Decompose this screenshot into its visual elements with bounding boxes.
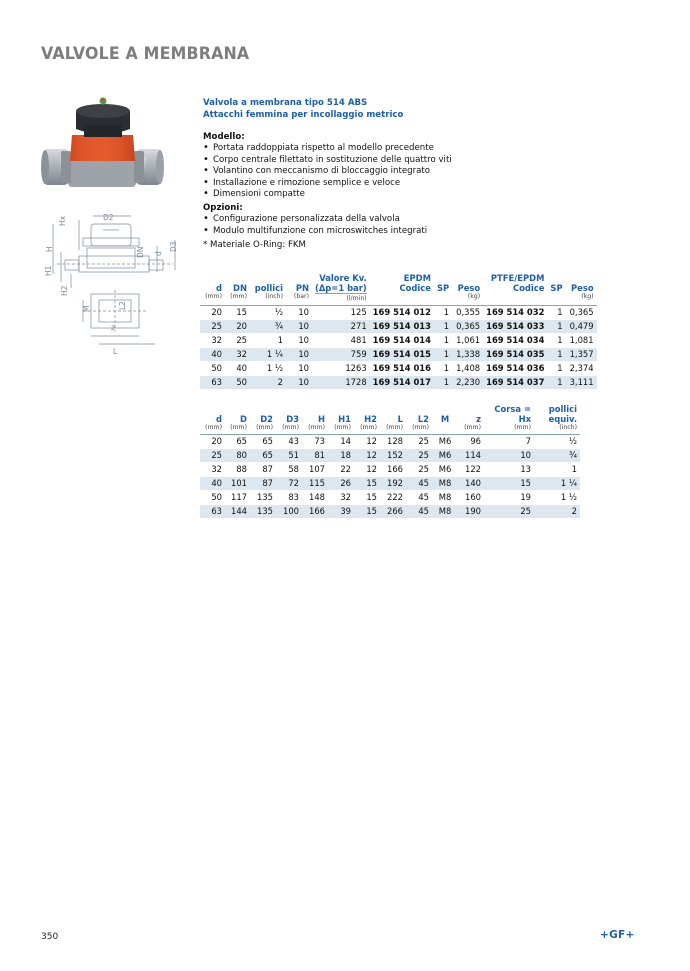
page-number: 350 (41, 932, 59, 942)
drawing-label-l2: L2 (118, 301, 127, 310)
table-cell: 10 (286, 306, 312, 320)
unit-cell: (mm) (230, 293, 247, 300)
table-cell: 80 (225, 449, 250, 463)
table-cell: 1 ½ (250, 362, 286, 376)
table-cell: 115 (302, 477, 328, 491)
col-header-ptfe: PTFE/EPDM Codice (490, 273, 545, 293)
table-units-row (200, 424, 580, 435)
table-cell: M8 (432, 505, 458, 519)
drawing-label-m: M (82, 305, 91, 312)
col-header-d: d (216, 283, 222, 293)
unit-cell: (mm) (308, 424, 325, 431)
table-cell: 50 (225, 376, 250, 390)
table-cell: 96 (458, 435, 484, 449)
table-cell: 12 (354, 463, 380, 477)
col-header-big-d: D (240, 414, 247, 424)
drawing-label-d2: D2 (103, 213, 114, 222)
table-cell: 13 (484, 463, 534, 477)
table-cell: 65 (250, 435, 276, 449)
table-cell: 1 (434, 362, 452, 376)
table-cell: 45 (406, 477, 432, 491)
table-cell: 25 (406, 449, 432, 463)
table-cell: 166 (380, 463, 406, 477)
table-cell: 101 (225, 477, 250, 491)
table-cell: 3,111 (566, 376, 597, 390)
table-cell: 25 (406, 435, 432, 449)
drawing-label-d: d (154, 251, 163, 256)
table-cell: 65 (250, 449, 276, 463)
drawing-label-l: L (113, 347, 118, 356)
table-cell: 169 514 017 (370, 376, 434, 390)
table-cell: 87 (250, 463, 276, 477)
table-cell: 50 (200, 491, 225, 505)
table-row (200, 306, 597, 320)
drawing-label-h: H (45, 246, 54, 252)
table-cell: 65 (225, 435, 250, 449)
table-cell: 32 (328, 491, 354, 505)
table-cell: 1 (547, 334, 565, 348)
table-cell: 18 (328, 449, 354, 463)
table-units-row (200, 293, 597, 306)
drawing-label-dn: DN (136, 246, 145, 258)
col-header-corsa: Corsa = Hx (494, 404, 531, 424)
unit-cell: (mm) (514, 424, 531, 431)
table-cell: 58 (276, 463, 302, 477)
col-header-z: z (476, 414, 481, 424)
table-cell: 63 (200, 505, 225, 519)
col-header-d2: D2 (260, 414, 273, 424)
material-note: * Materiale O-Ring: FKM (203, 240, 306, 251)
table-cell: 169 514 036 (483, 362, 547, 376)
modello-heading: Modello: (203, 132, 245, 142)
col-header-h1: H1 (338, 414, 351, 424)
table-cell: 51 (276, 449, 302, 463)
dimensions-table (200, 404, 580, 519)
table-cell: 222 (380, 491, 406, 505)
table-cell: 169 514 016 (370, 362, 434, 376)
col-header-l2: L2 (417, 414, 429, 424)
list-item: • Installazione e rimozione semplice e veloce (203, 178, 603, 190)
table-cell: 1,081 (566, 334, 597, 348)
table-cell: 169 514 013 (370, 320, 434, 334)
table-cell: 117 (225, 491, 250, 505)
table-cell: M8 (432, 491, 458, 505)
table-cell: 266 (380, 505, 406, 519)
table-cell: 140 (458, 477, 484, 491)
table-cell: 107 (302, 463, 328, 477)
table-cell: 20 (225, 320, 250, 334)
unit-cell (434, 293, 452, 306)
table-cell: 39 (328, 505, 354, 519)
table-cell: 166 (302, 505, 328, 519)
table-cell: 1 ½ (534, 491, 580, 505)
table-row (200, 376, 597, 390)
table-cell: 73 (302, 435, 328, 449)
table-cell: 1 (434, 306, 452, 320)
table-cell: 81 (302, 449, 328, 463)
table-row (200, 449, 580, 463)
table-cell: 135 (250, 505, 276, 519)
table-cell: 100 (276, 505, 302, 519)
table-cell: ¾ (250, 320, 286, 334)
table-cell: 12 (354, 449, 380, 463)
table-cell: 169 514 034 (483, 334, 547, 348)
drawing-label-z: z (111, 323, 115, 332)
product-subtitle: Attacchi femmina per incollaggio metrico (203, 110, 404, 120)
table-cell: 15 (354, 491, 380, 505)
table-cell: 10 (286, 320, 312, 334)
col-header-dn: DN (233, 283, 247, 293)
table-cell: 7 (484, 435, 534, 449)
table-cell: 1 (547, 306, 565, 320)
table-cell: M6 (432, 449, 458, 463)
table-cell: 15 (354, 477, 380, 491)
table-cell: 32 (200, 463, 225, 477)
page-title: VALVOLE A MEMBRANA (41, 44, 250, 64)
unit-cell: (mm) (282, 424, 299, 431)
table-cell: 1 ¼ (534, 477, 580, 491)
table-cell: 40 (200, 348, 225, 362)
table-cell: 128 (380, 435, 406, 449)
table-cell: 759 (312, 348, 370, 362)
table-cell: 1,061 (452, 334, 483, 348)
table-cell: 22 (328, 463, 354, 477)
table-cell: 25 (200, 449, 225, 463)
table-row (200, 362, 597, 376)
table-cell: 63 (200, 376, 225, 390)
opzioni-heading: Opzioni: (203, 202, 243, 213)
table-cell: 1 ¼ (250, 348, 286, 362)
unit-cell: (mm) (464, 424, 481, 431)
unit-cell: (kg) (467, 293, 481, 300)
table-cell: 1263 (312, 362, 370, 376)
table-header-row (200, 404, 580, 424)
table-cell: 1 (547, 348, 565, 362)
col-header-m: M (440, 414, 450, 424)
drawing-label-h1: H1 (44, 265, 53, 276)
col-header-d3: D3 (286, 414, 299, 424)
table-cell: 169 514 032 (483, 306, 547, 320)
codes-table (200, 273, 597, 390)
table-cell: 1 (547, 320, 565, 334)
product-title: Valvola a membrana tipo 514 ABS (203, 98, 368, 108)
product-description (203, 97, 603, 251)
table-row (200, 320, 597, 334)
unit-cell (547, 293, 565, 306)
table-cell: 144 (225, 505, 250, 519)
table-cell: 169 514 014 (370, 334, 434, 348)
table-row (200, 463, 580, 477)
table-cell: 1 (250, 334, 286, 348)
table-cell: 0,355 (452, 306, 483, 320)
list-item: • Volantino con meccanismo di bloccaggio integrato (203, 166, 603, 178)
unit-cell: (mm) (360, 424, 377, 431)
unit-cell: (mm) (256, 424, 273, 431)
unit-cell: (bar) (293, 293, 309, 300)
table-cell: 1728 (312, 376, 370, 390)
table-cell: 122 (458, 463, 484, 477)
table-cell: 0,365 (566, 306, 597, 320)
table-cell: 40 (200, 477, 225, 491)
table-cell: 25 (200, 320, 225, 334)
unit-cell (432, 424, 458, 435)
table-row (200, 477, 580, 491)
table-cell: 1,338 (452, 348, 483, 362)
unit-cell: (inch) (559, 424, 577, 431)
table-cell: 19 (484, 491, 534, 505)
unit-cell (370, 293, 434, 306)
table-cell: 14 (328, 435, 354, 449)
table-cell: 1 (547, 362, 565, 376)
list-item: • Configurazione personalizzata della valvola (203, 214, 603, 226)
unit-cell: (mm) (205, 424, 222, 431)
table-cell: 481 (312, 334, 370, 348)
table-cell: 114 (458, 449, 484, 463)
table-cell: 169 514 015 (370, 348, 434, 362)
table-cell: 10 (286, 376, 312, 390)
table-cell: 10 (286, 362, 312, 376)
table-cell: 83 (276, 491, 302, 505)
table-cell: 1 (434, 334, 452, 348)
table-row (200, 491, 580, 505)
table-cell: 1 (434, 376, 452, 390)
table-cell: 1,357 (566, 348, 597, 362)
table-cell: 135 (250, 491, 276, 505)
table-cell: 1,408 (452, 362, 483, 376)
table-cell: 10 (286, 348, 312, 362)
table-cell: ¾ (534, 449, 580, 463)
col-header-sp: SP (436, 283, 450, 293)
opzioni-list (203, 214, 603, 237)
table-cell: 26 (328, 477, 354, 491)
col-header-pollici: pollici (254, 283, 283, 293)
table-cell: 192 (380, 477, 406, 491)
drawing-label-d3: D3 (169, 241, 178, 252)
table-cell: M6 (432, 463, 458, 477)
table-cell: 45 (406, 491, 432, 505)
brand-logo: +GF+ (600, 929, 635, 941)
unit-cell: (l/min) (312, 293, 370, 306)
col-header-pollici: pollici equiv. (548, 404, 577, 424)
unit-cell (483, 293, 547, 306)
table-cell: 88 (225, 463, 250, 477)
list-item: • Portata raddoppiata rispetto al modello precedente (203, 143, 603, 155)
table-cell: 1 (434, 320, 452, 334)
unit-cell: (mm) (205, 293, 222, 300)
table-cell: 72 (276, 477, 302, 491)
table-cell: 1 (434, 348, 452, 362)
unit-cell: (inch) (265, 293, 283, 300)
table-cell: 25 (484, 505, 534, 519)
table-cell: 32 (225, 348, 250, 362)
table-cell: 190 (458, 505, 484, 519)
table-cell: 40 (225, 362, 250, 376)
col-header-peso2: Peso (571, 283, 594, 293)
table-cell: ½ (250, 306, 286, 320)
table-cell: 2 (250, 376, 286, 390)
table-cell: 271 (312, 320, 370, 334)
table-row (200, 348, 597, 362)
table-cell: ½ (534, 435, 580, 449)
valve-photo-image (40, 95, 165, 200)
col-header-peso: Peso (457, 283, 481, 293)
table-cell: 169 514 012 (370, 306, 434, 320)
table-cell: 25 (406, 463, 432, 477)
table-cell: 15 (354, 505, 380, 519)
table-cell: 2,374 (566, 362, 597, 376)
table-cell: 10 (286, 334, 312, 348)
table-cell: 32 (200, 334, 225, 348)
list-item: • Corpo centrale filettato in sostituzione delle quattro viti (203, 155, 603, 167)
table-row (200, 334, 597, 348)
unit-cell: (mm) (412, 424, 429, 431)
modello-list (203, 143, 603, 201)
table-cell: 50 (200, 362, 225, 376)
unit-cell: (mm) (386, 424, 403, 431)
table-cell: 12 (354, 435, 380, 449)
table-cell: 0,365 (452, 320, 483, 334)
table-cell: 1 (547, 376, 565, 390)
unit-cell: (mm) (334, 424, 351, 431)
table-row (200, 435, 580, 449)
unit-cell: (kg) (581, 293, 594, 300)
list-item: • Dimensioni compatte (203, 189, 603, 201)
table-cell: M8 (432, 477, 458, 491)
col-header-h2: H2 (364, 414, 377, 424)
table-cell: 125 (312, 306, 370, 320)
col-header-h: H (317, 414, 325, 424)
table-cell: 169 514 037 (483, 376, 547, 390)
col-header-epdm: EPDM Codice (399, 273, 431, 293)
table-cell: 20 (200, 435, 225, 449)
col-header-kv: Valore Kv. (Δp=1 bar) (315, 273, 367, 293)
col-header-d: d (216, 414, 222, 424)
col-header-l: L (397, 414, 403, 424)
table-cell: 15 (225, 306, 250, 320)
technical-drawing (43, 210, 195, 358)
table-cell: 1 (534, 463, 580, 477)
table-cell: 169 514 033 (483, 320, 547, 334)
table-cell: 20 (200, 306, 225, 320)
list-item: • Modulo multifunzione con microswitches integrati (203, 226, 603, 238)
table-cell: 160 (458, 491, 484, 505)
table-cell: 43 (276, 435, 302, 449)
table-cell: 0,479 (566, 320, 597, 334)
table-cell: 25 (225, 334, 250, 348)
table-cell: 169 514 035 (483, 348, 547, 362)
table-cell: M6 (432, 435, 458, 449)
table-row (200, 505, 580, 519)
table-cell: 15 (484, 477, 534, 491)
table-cell: 45 (406, 505, 432, 519)
table-cell: 2,230 (452, 376, 483, 390)
drawing-label-hx: Hx (58, 215, 67, 226)
table-cell: 2 (534, 505, 580, 519)
table-header-row (200, 273, 597, 293)
col-header-sp2: SP (550, 283, 563, 293)
table-cell: 148 (302, 491, 328, 505)
col-header-pn: PN (295, 283, 309, 293)
table-cell: 152 (380, 449, 406, 463)
table-cell: 10 (484, 449, 534, 463)
drawing-label-h2: H2 (60, 285, 69, 296)
table-cell: 87 (250, 477, 276, 491)
unit-cell: (mm) (230, 424, 247, 431)
